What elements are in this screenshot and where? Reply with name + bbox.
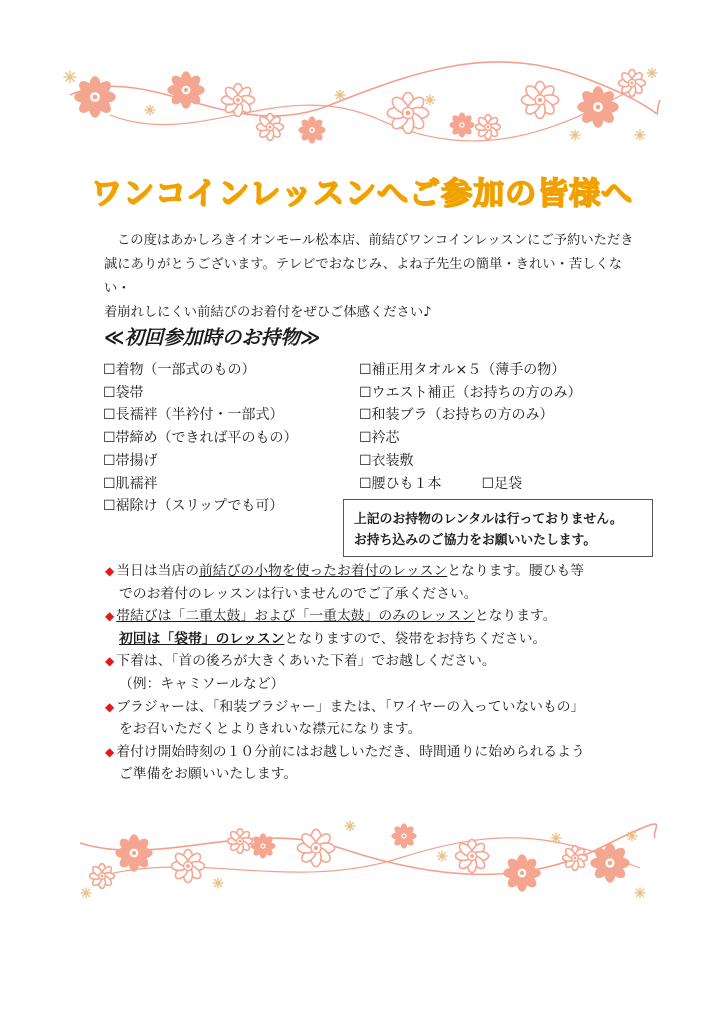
flower-icon bbox=[167, 71, 204, 108]
checklist-item: ☐裾除け（スリップでも可） bbox=[103, 498, 284, 515]
sparkle-icon bbox=[570, 130, 580, 140]
intro-line-1: この度はあかしろきイオンモール松本店、前結びワンコインレッスンにご予約いただき bbox=[117, 233, 634, 248]
notice-line-1: 上記のお持物のレンタルは行っておりません。 bbox=[354, 512, 623, 527]
flower-icon bbox=[456, 840, 489, 873]
note-3-cont: （例：キャミソールなど） bbox=[119, 675, 285, 692]
sparkle-icon bbox=[635, 130, 645, 140]
note-2: ◆ 帯結びは「二重太鼓」および「一重太鼓」のみのレッスンとなります。 bbox=[105, 608, 557, 625]
intro-paragraph bbox=[104, 229, 634, 325]
flower-icon bbox=[521, 81, 558, 118]
checklist-left bbox=[103, 359, 298, 518]
checklist-item: ☐ウエスト補正（お持ちの方のみ） bbox=[359, 384, 582, 401]
flower-icon bbox=[387, 92, 428, 133]
checklist-item: ☐肌襦袢 bbox=[103, 475, 158, 492]
bottom-flower-garland bbox=[0, 808, 724, 903]
top-flower-garland bbox=[0, 55, 724, 155]
checklist-item: ☐和装ブラ（お持ちの方のみ） bbox=[359, 407, 554, 424]
sparkle-icon bbox=[335, 90, 345, 100]
checklist-item: ☐着物（一部式のもの） bbox=[103, 362, 256, 378]
flower-icon bbox=[90, 864, 115, 889]
flower-icon bbox=[450, 113, 475, 138]
diamond-bullet-icon: ◆ bbox=[105, 654, 115, 669]
section-title: ≪初回参加時のお持物≫ bbox=[104, 326, 321, 349]
diamond-bullet-icon: ◆ bbox=[105, 744, 115, 759]
sparkle-icon bbox=[145, 105, 155, 115]
flower-icon bbox=[619, 70, 646, 97]
flower-icon bbox=[251, 834, 276, 859]
flower-icon bbox=[476, 115, 501, 140]
note-4-cont: をお召いただくとよりきれいな襟元になります。 bbox=[119, 721, 422, 738]
diamond-bullet-icon: ◆ bbox=[105, 564, 115, 578]
note-1-cont: でのお着付のレッスンは行いませんのでご了承ください。 bbox=[119, 585, 478, 602]
sparkle-icon bbox=[425, 95, 435, 105]
checklist-item: ☐衣装敷 bbox=[359, 452, 414, 469]
flower-icon bbox=[590, 843, 629, 882]
flower-icon bbox=[563, 846, 588, 871]
sparkle-icon bbox=[64, 71, 76, 83]
sparkle-icon bbox=[345, 821, 355, 831]
intro-line-3: 着崩れしにくい前結びのお着付をぜひご体感ください♪ bbox=[104, 305, 432, 320]
flower-icon bbox=[257, 114, 284, 141]
note-5-cont: ご準備をお願いいたします。 bbox=[119, 766, 298, 783]
sparkle-icon bbox=[81, 888, 91, 898]
sparkle-icon bbox=[213, 878, 223, 888]
sparkle-icon bbox=[627, 831, 637, 841]
checklist-item-row bbox=[359, 473, 582, 496]
note-2-cont: 初回は「袋帯」のレッスンとなりますので、袋帯をお持ちください。 bbox=[119, 630, 547, 647]
notice-line-2: お持ち込みのご協力をお願いいたします。 bbox=[354, 533, 597, 548]
flower-icon bbox=[222, 84, 255, 117]
intro-line-2: 誠にありがとうございます。テレビでおなじみ、よね子先生の簡単・きれい・苦しくない・ bbox=[104, 257, 623, 296]
flower-icon bbox=[299, 117, 326, 144]
diamond-bullet-icon: ◆ bbox=[105, 699, 115, 714]
vine-line bbox=[70, 62, 660, 116]
checklist-item: ☐足袋 bbox=[481, 475, 523, 492]
notes-list bbox=[105, 560, 645, 786]
flower-icon bbox=[115, 834, 152, 871]
note-1: ◆ 当日は当店の前結びの小物を使ったお着付のレッスンとなります。腰ひも等 bbox=[105, 563, 585, 579]
checklist-item: ☐衿芯 bbox=[359, 430, 400, 447]
checklist-item: ☐長襦袢（半衿付・一部式） bbox=[103, 407, 284, 424]
checklist-item: ☐腰ひも１本 bbox=[359, 475, 442, 492]
note-4: ◆ ブラジャーは、「和装ブラジャー」または、「ワイヤーの入っていないもの」 bbox=[105, 698, 585, 715]
sparkle-icon bbox=[551, 833, 561, 843]
note-3: ◆ 下着は、「首の後ろが大きくあいた下着」でお越しください。 bbox=[105, 653, 496, 670]
flower-icon bbox=[228, 829, 253, 854]
checklist-item: ☐帯揚げ bbox=[103, 452, 158, 469]
sparkle-icon bbox=[635, 888, 645, 898]
diamond-bullet-icon: ◆ bbox=[105, 609, 115, 624]
checklist-item: ☐帯締め（できれば平のもの） bbox=[103, 430, 298, 447]
sparkle-icon bbox=[437, 851, 447, 861]
flower-icon bbox=[503, 854, 540, 891]
flower-icon bbox=[74, 76, 115, 117]
flower-icon bbox=[172, 850, 205, 883]
checklist-item: ☐袋帯 bbox=[103, 384, 144, 401]
checklist-item: ☐補正用タオル×５（薄手の物） bbox=[359, 362, 566, 378]
sparkle-icon bbox=[647, 68, 657, 78]
page-title: ワンコインレッスンへご参加の皆様へ bbox=[91, 176, 633, 212]
checklist-right bbox=[359, 359, 582, 495]
flower-icon bbox=[297, 829, 334, 866]
flower-icon bbox=[577, 86, 618, 127]
rental-notice-box bbox=[343, 499, 653, 557]
note-5: ◆ 着付け開始時刻の１０分前にはお越しいただき、時間通りに始められるよう bbox=[105, 743, 585, 760]
flower-icon bbox=[392, 824, 417, 849]
